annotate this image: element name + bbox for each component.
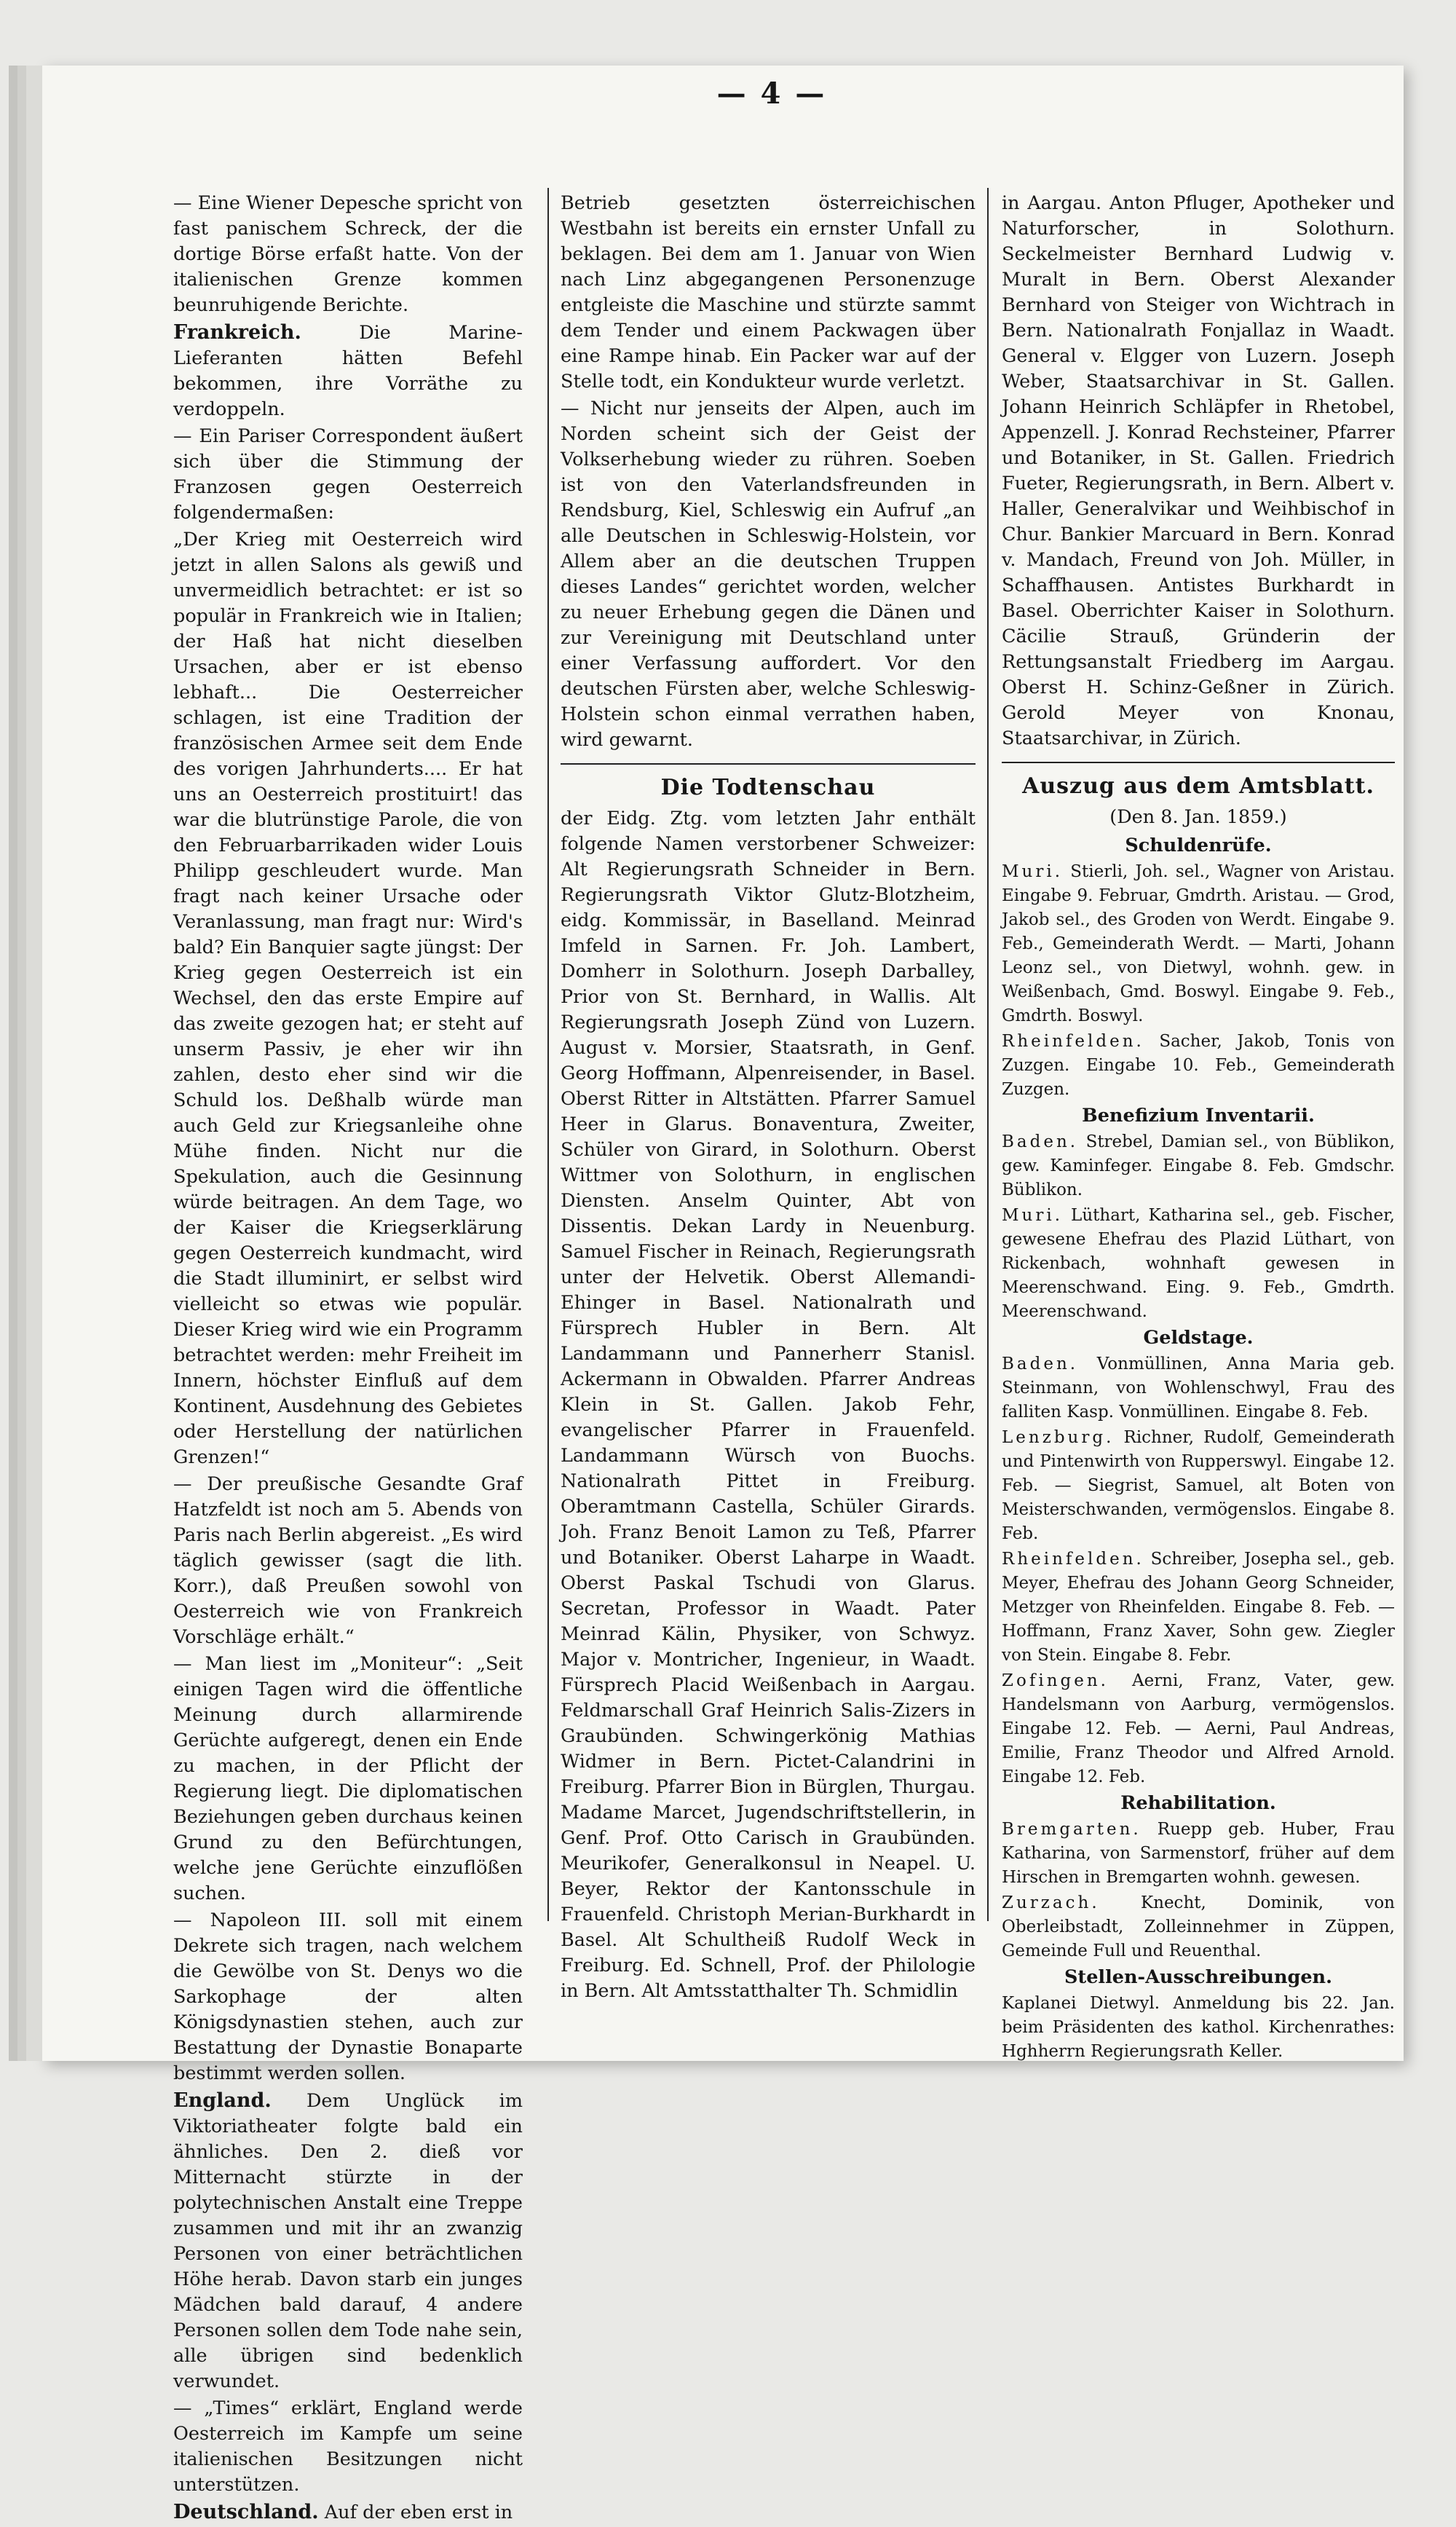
notice: [1002, 1130, 1395, 1202]
paragraph-todtenschau: der Eidg. Ztg. vom letzten Jahr enthält folgende Namen verstorbener Schweizer: Alt Regierungsrath Schneider in Bern. Regierungsrath Viktor Glutz-Blotzheim, eidg. Kommissär, in Baselland. Meinrad Imfeld in Sarnen. Fr. Joh. Lambert, Domherr in Solothurn. Joseph Darballey, Prior von St. Bernhard, in Wallis. Alt Regierungsrath Joseph Zünd von Luzern. August v. Morsier, Staatsrath, in Genf. Georg Hoffmann, Alpenreisender, in Basel. Oberst Ritter in Altstätten. Pfarrer Samuel Heer in Glarus. Bonaventura, Zweiter, Schüler von Girard, in Solothurn. Oberst Wittmer von Solothurn, in englischen Diensten. Anselm Quinter, Abt von Dissentis. Dekan Lardy in Neuenburg. Samuel Fischer in Reinach, Regierungsrath unter der Helvetik. Oberst Allemandi-Ehinger in Basel. Nationalrath und Fürsprech Hubler in Bern. Alt Landammann und Pannerherr Stanisl. Ackermann in Obwalden. Pfarrer Andreas Klein in St. Gallen. Jakob Fehr, evangelischer Pfarrer in Frauenfeld. Landammann Würsch von Buochs. Nationalrath Pittet in Freiburg. Oberamtmann Castella, Schüler Girards. Joh. Franz Benoit Lamon zu Teß, Pfarrer und Botaniker. Oberst Laharpe in Waadt. Oberst Paskal Tschudi von Glarus. Secretan, Professor in Waadt. Pater Meinrad Kälin, Physiker, von Schwyz. Major v. Montricher, Ingenieur, in Waadt. Fürsprech Placid Weißenbach in Aargau. Feldmarschall Graf Heinrich Salis-Zizers in Graubünden. Schwingerkönig Mathias Widmer in Bern. Pictet-Calandrini in Freiburg. Pfarrer Bion in Bürglen, Thurgau. Madame Marcet, Jugendschriftstellerin, in Genf. Prof. Otto Carisch in Graubünden. Meurikofer, Generalkonsul in Neapel. U. Beyer, Rektor der Kantonsschule in Frauenfeld. Christoph Merian-Burkhardt in Basel. Alt Schultheiß Rudolf Weck in Freiburg. Ed. Schnell, Prof. der Philologie in Bern. Alt Amtsstatthalter Th. Schmidlin: [561, 808, 976, 2002]
section-rule: [1002, 762, 1395, 763]
notice: [1002, 860, 1395, 1028]
notice-text: Richner, Rudolf, Gemeinderath und Pintenwirth von Rupperswyl. Eingabe 12. Feb. — Siegrist, Samuel, alt Boten von Meisterschwanden, vermögenslos. Eingabe 8. Feb.: [1002, 1428, 1395, 1543]
subhead-stellen: Stellen-Ausschreibungen.: [1064, 1966, 1332, 1988]
paragraph-deutschland: [173, 2499, 523, 2526]
notice-place: Bremgarten.: [1002, 1820, 1142, 1839]
amtsblatt-date: (Den 8. Jan. 1859.): [1109, 806, 1287, 828]
notice-text: Schreiber, Josepha sel., geb. Meyer, Ehefrau des Johann Georg Schneider, Metzger von Rheinfelden. Eingabe 8. Feb. — Hoffmann, Franz Xaver, Sohn gew. Ziegler von Stein. Eingabe 8. Febr.: [1002, 1550, 1395, 1665]
notice-text: Lüthart, Katharina sel., geb. Fischer, gewesene Ehefrau des Plazid Lüthart, von Rickenbach, wohnhaft gewesen in Meerenschwand. Eing. 9. Feb., Gmdrth. Meerenschwand.: [1002, 1206, 1395, 1321]
paragraph: — Napoleon III. soll mit einem Dekrete sich tragen, nach welchem die Gewölbe von St. Denys wo die Sarkophage der alten Königsdynastien stehen, auch zur Bestattung der Dynastie Bonaparte bestimmt werden sollen.: [173, 1909, 523, 2084]
notice: [1002, 1818, 1395, 1890]
column-3: [1002, 191, 1395, 2065]
todtenschau-title: Die Todtenschau: [660, 775, 876, 800]
column-1: [173, 191, 523, 2527]
notice: [1002, 1352, 1395, 1424]
notice-place: Muri.: [1002, 1206, 1064, 1225]
column-divider-1: [547, 188, 549, 1921]
notice-place: Rheinfelden.: [1002, 1032, 1144, 1051]
section-rule: [561, 763, 976, 765]
subhead-benefizium: Benefizium Inventarii.: [1082, 1105, 1315, 1127]
notice: [1002, 1891, 1395, 1963]
notice: [1002, 1426, 1395, 1546]
notice-place: Muri.: [1002, 862, 1064, 881]
paragraph: — Ein Pariser Correspondent äußert sich über die Stimmung der Franzosen gegen Oesterreich folgendermaßen:: [173, 425, 523, 524]
notice: [1002, 1548, 1395, 1668]
notice-text: Vonmüllinen, Anna Maria geb. Steinmann, von Wohlenschwyl, Frau des falliten Kasp. Vonmüllinen. Eingabe 8. Feb.: [1002, 1355, 1395, 1422]
column-2: [561, 191, 976, 2006]
page-number: — 4 —: [716, 76, 827, 111]
notice-text: Aerni, Franz, Vater, gew. Handelsmann von Aarburg, vermögenslos. Eingabe 12. Feb. — Aerni, Paul Andreas, Emilie, Franz Theodor und Alfred Arnold. Eingabe 12. Feb.: [1002, 1671, 1396, 1786]
notice-place: Zurzach.: [1002, 1893, 1100, 1912]
notice-place: Zofingen.: [1002, 1671, 1109, 1690]
section-head-deutschland: Deutschland.: [173, 2501, 319, 2523]
subhead-geldstage: Geldstage.: [1143, 1327, 1254, 1349]
notice-place: Rheinfelden.: [1002, 1550, 1144, 1569]
amtsblatt-title: Auszug aus dem Amtsblatt.: [1022, 773, 1374, 799]
notice-text: Stierli, Joh. sel., Wagner von Aristau. Eingabe 9. Februar, Gmdrth. Aristau. — Grod, Jakob sel., des Groden von Werdt. Eingabe 9. Feb., Gemeinderath Werdt. — Marti, Johann Leonz sel., von Dietwyl, wohnh. gew. in Weißenbach, Gmd. Boswyl. Eingabe 9. Feb., Gmdrth. Boswyl.: [1002, 862, 1395, 1025]
notice-text: Knecht, Dominik, von Oberleibstadt, Zolleinnehmer in Züppen, Gemeinde Full und Reuenthal.: [1002, 1893, 1395, 1960]
paragraph: „Der Krieg mit Oesterreich wird jetzt in allen Salons als gewiß und unvermeidlich betrachtet: er ist so populär in Frankreich wie in Italien; der Haß hat nicht dieselben Ursachen, aber er ist ebenso lebhaft... Die Oesterreicher schlagen, ist eine Tradition der französischen Armee seit dem Ende des vorigen Jahrhunderts.... Er hat uns an Oesterreich prostituirt! das war die blutrünstige Parole, die von den Februarbarrikaden wider Louis Philipp geschleudert wurde. Man fragt nach keiner Ursache oder Veranlassung, man fragt nur: Wird's bald? Ein Banquier sagte jüngst: Der Krieg gegen Oesterreich ist ein Wechsel, den das erste Empire auf das zweite gezogen hat; er steht auf unserm Passiv, je eher wir ihn zahlen, desto eher sind wir die Schuld los. Deßhalb würde man auch Geld zur Kriegsanleihe ohne Mühe finden. Nicht nur die Spekulation, auch die Gesinnung würde beitragen. An dem Tage, wo der Kaiser die Kriegserklärung gegen Oesterreich kundmacht, wird die Stadt illuminirt, er selbst wird vielleicht so etwas wie populär. Dieser Krieg wird wie ein Programm betrachtet werden: mehr Freiheit im Innern, höchster Einfluß auf dem Kontinent, Ausdehnung des Gebietes oder Herstellung der natürlichen Grenzen!“: [173, 529, 523, 1468]
paragraph: Betrieb gesetzten österreichischen Westbahn ist bereits ein ernster Unfall zu beklagen. Bei dem am 1. Januar von Wien nach Linz abgegangenen Personenzuge entgleiste die Maschine und stürzte sammt dem Tender und einem Packwagen über eine Rampe hinab. Ein Packer war auf der Stelle todt, ein Kondukteur wurde verletzt.: [561, 192, 976, 393]
paragraph: — Eine Wiener Depesche spricht von fast panischem Schreck, der die dortige Börse erfaßt hatte. Von der italienischen Grenze kommen beunruhigende Berichte.: [173, 192, 523, 316]
paragraph-text: Dem Unglück im Viktoriatheater folgte bald ein ähnliches. Den 2. dieß vor Mitternacht stürzte in der polytechnischen Anstalt eine Treppe zusammen und mit ihr an zwanzig Personen von einer beträchtlichen Höhe herab. Davon starb ein junges Mädchen bald darauf, 4 andere Personen sollen dem Tode nahe sein, alle übrigen sind bedenklich verwundet.: [173, 2090, 523, 2392]
column-divider-2: [987, 188, 989, 1921]
notice-text: Strebel, Damian sel., von Büblikon, gew. Kaminfeger. Eingabe 8. Feb. Gmdschr. Büblikon.: [1002, 1132, 1395, 1199]
paragraph-frankreich: [173, 320, 523, 422]
paragraph-text: Auf der eben erst in: [324, 2502, 513, 2523]
notice: Kaplanei Dietwyl. Anmeldung bis 22. Jan. beim Präsidenten des kathol. Kirchenrathes: Hghherrn Regierungsrath Keller.: [1002, 1994, 1395, 2061]
paragraph: — „Times“ erklärt, England werde Oesterreich im Kampfe um seine italienischen Besitzungen nicht unterstützen.: [173, 2397, 523, 2496]
paragraph-england: [173, 2088, 523, 2394]
paragraph: — Der preußische Gesandte Graf Hatzfeldt ist noch am 5. Abends von Paris nach Berlin abgereist. „Es wird täglich gewisser (sagt die lith. Korr.), daß Preußen sowohl von Oesterreich wie von Frankreich Vorschläge erhält.“: [173, 1473, 523, 1648]
notice-place: Baden.: [1002, 1132, 1079, 1151]
notice-text: Sacher, Jakob, Tonis von Zuzgen. Eingabe 10. Feb., Gemeinderath Zuzgen.: [1002, 1032, 1395, 1099]
notice: [1002, 1030, 1395, 1102]
paragraph: — Nicht nur jenseits der Alpen, auch im Norden scheint sich der Geist der Volkserhebung wieder zu rühren. Soeben ist von den Vaterlandsfreunden in Rendsburg, Kiel, Schleswig ein Aufruf „an alle Deutschen in Schleswig-Holstein, vor Allem aber an die deutschen Truppen dieses Landes“ gerichtet worden, welcher zu neuer Erhebung gegen die Dänen und zur Vereinigung mit Deutschland unter einer Verfassung auffordert. Vor den deutschen Fürsten aber, welche Schleswig-Holstein schon einmal verrathen haben, wird gewarnt.: [561, 398, 976, 751]
paragraph: — Man liest im „Moniteur“: „Seit einigen Tagen wird die öffentliche Meinung durch allarmirende Gerüchte aufgeregt, denen ein Ende zu machen, in der Pflicht der Regierung liegt. Die diplomatischen Beziehungen geben durchaus keinen Grund zu den Befürchtungen, welche jene Gerüchte einzuflößen suchen.: [173, 1653, 523, 1904]
notice-place: Lenzburg.: [1002, 1428, 1115, 1447]
notice: [1002, 1204, 1395, 1324]
paragraph-text: Die Marine-Lieferanten hätten Befehl bekommen, ihre Vorräthe zu verdoppeln.: [173, 322, 523, 420]
subhead-rehabilitation: Rehabilitation.: [1120, 1792, 1276, 1814]
section-head-england: England.: [173, 2089, 272, 2112]
notice-place: Baden.: [1002, 1355, 1079, 1373]
paragraph: in Aargau. Anton Pfluger, Apotheker und Naturforscher, in Solothurn. Seckelmeister Bernhard Ludwig v. Muralt in Bern. Oberst Alexander Bernhard von Steiger von Wichtrach in Bern. Nationalrath Fonjallaz in Waadt. General v. Elgger von Luzern. Joseph Weber, Staatsarchivar in St. Gallen. Johann Heinrich Schläpfer in Rhetobel, Appenzell. J. Konrad Rechsteiner, Pfarrer und Botaniker, in St. Gallen. Friedrich Fueter, Regierungsrath, in Bern. Albert v. Haller, Generalvikar und Weihbischof in Chur. Bankier Marcuard in Bern. Konrad v. Mandach, Freund von Joh. Müller, in Schaffhausen. Antistes Burkhardt in Basel. Oberrichter Kaiser in Solothurn. Cäcilie Strauß, Gründerin der Rettungsanstalt Friedberg im Aargau. Oberst H. Schinz-Geßner in Zürich. Gerold Meyer von Knonau, Staatsarchivar, in Zürich.: [1002, 192, 1395, 749]
notice-text: Ruepp geb. Huber, Frau Katharina, von Sarmenstorf, früher auf dem Hirschen in Bremgarten wohnh. gewesen.: [1002, 1820, 1395, 1887]
subhead-schuldenrufe: Schuldenrüfe.: [1125, 835, 1272, 856]
notice: [1002, 1669, 1395, 1789]
section-head-frankreich: Frankreich.: [173, 321, 301, 344]
